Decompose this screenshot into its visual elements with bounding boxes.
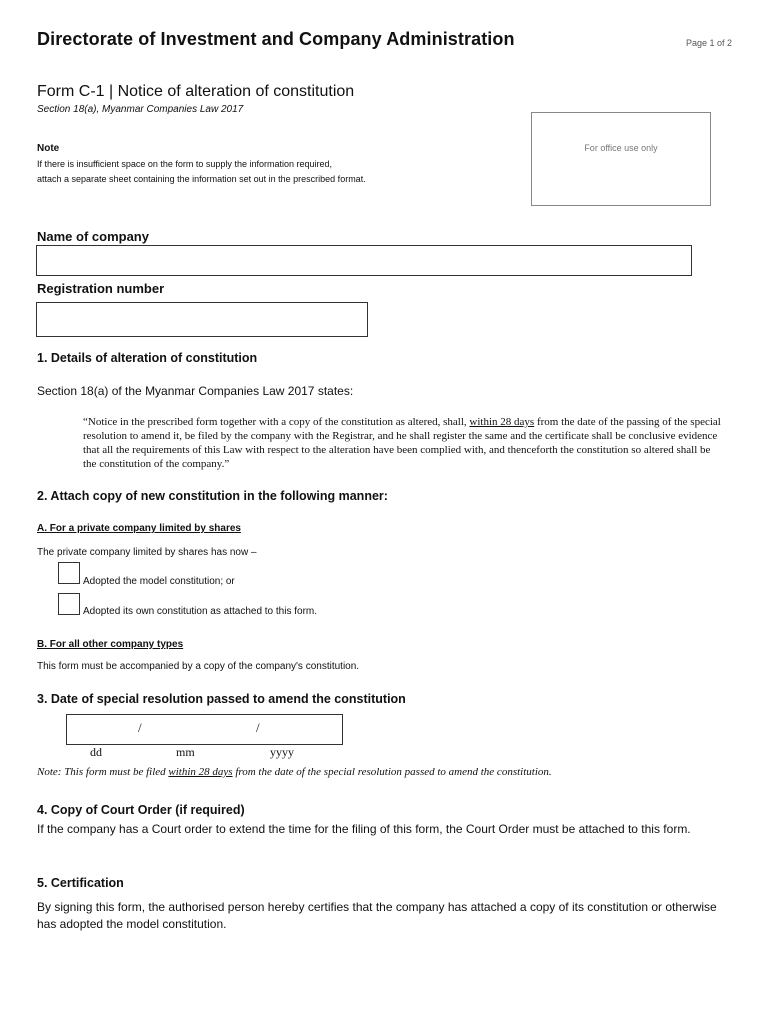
- registration-number-label: Registration number: [37, 281, 165, 296]
- registration-number-input[interactable]: [36, 302, 368, 337]
- section3-heading: 3. Date of special resolution passed to amend the constitution: [37, 692, 406, 706]
- form-subtitle: Section 18(a), Myanmar Companies Law 2017: [37, 104, 244, 115]
- section2-sub-a-intro: The private company limited by shares has now –: [37, 547, 257, 558]
- note-line-1: If there is insufficient space on the form to supply the information required,: [37, 159, 332, 169]
- date-separator-2: /: [256, 720, 260, 735]
- office-use-box: [531, 112, 711, 206]
- model-constitution-label: Adopted the model constitution; or: [83, 576, 235, 587]
- directorate-title: Directorate of Investment and Company Administration: [37, 29, 515, 49]
- section2-heading: 2. Attach copy of new constitution in the following manner:: [37, 489, 388, 503]
- resolution-date-input[interactable]: [66, 714, 343, 745]
- page-indicator: Page 1 of 2: [686, 38, 733, 48]
- section3-note-underlined: within 28 days: [168, 766, 233, 778]
- section5-heading: 5. Certification: [37, 876, 124, 890]
- note-text: [37, 157, 497, 187]
- section1-heading: 1. Details of alteration of constitution: [37, 351, 258, 365]
- section4-heading: 4. Copy of Court Order (if required): [37, 803, 245, 817]
- model-constitution-checkbox[interactable]: [58, 562, 80, 584]
- note-line-2: attach a separate sheet containing the information set out in the prescribed format.: [37, 174, 366, 184]
- section2-sub-a: A. For a private company limited by shares: [37, 523, 241, 534]
- quote-part-1: “Notice in the prescribed form together with a copy of the constitution as altered, shall,: [83, 416, 470, 428]
- section3-note-part-1: Note: This form must be filed: [37, 766, 169, 778]
- date-mm-label: mm: [176, 745, 195, 759]
- section3-note-part-2: from the date of the special resolution passed to amend the constitution.: [232, 766, 552, 778]
- own-constitution-label: Adopted its own constitution as attached to this form.: [83, 606, 318, 617]
- note-heading: Note: [37, 143, 60, 154]
- own-constitution-checkbox[interactable]: [58, 593, 80, 615]
- section2-sub-b: B. For all other company types: [37, 639, 184, 650]
- office-use-label: For office use only: [584, 143, 658, 153]
- form-title: Form C-1 | Notice of alteration of constitution: [37, 83, 355, 100]
- date-yyyy-label: yyyy: [270, 745, 294, 759]
- company-name-label: Name of company: [37, 229, 149, 244]
- date-dd-label: dd: [90, 745, 102, 759]
- quote-underlined: within 28 days: [469, 416, 535, 428]
- law-quote: [83, 415, 723, 471]
- section4-text: If the company has a Court order to extend the time for the filing of this form, the Court Order must be attached to this form.: [37, 822, 691, 836]
- section2-sub-b-text: This form must be accompanied by a copy of the company's constitution.: [37, 661, 360, 672]
- section3-note: [37, 766, 552, 778]
- company-name-input[interactable]: [36, 245, 692, 276]
- section5-text: By signing this form, the authorised person hereby certifies that the company has attached a copy of its constitution or otherwise has adopted the model constitution.: [37, 900, 717, 931]
- quote-part-2: from the date of the passing of the special resolution to amend it, be filed by the company with the Registrar, and he shall register the same and the certificate shall be conclusive evidence that all the requirements of this Law with respect to the alteration have been complied with, and thenceforth the constitution so altered shall be the constitution of the company.”: [83, 416, 721, 470]
- section1-intro: Section 18(a) of the Myanmar Companies Law 2017 states:: [37, 384, 354, 398]
- date-separator-1: /: [138, 720, 142, 735]
